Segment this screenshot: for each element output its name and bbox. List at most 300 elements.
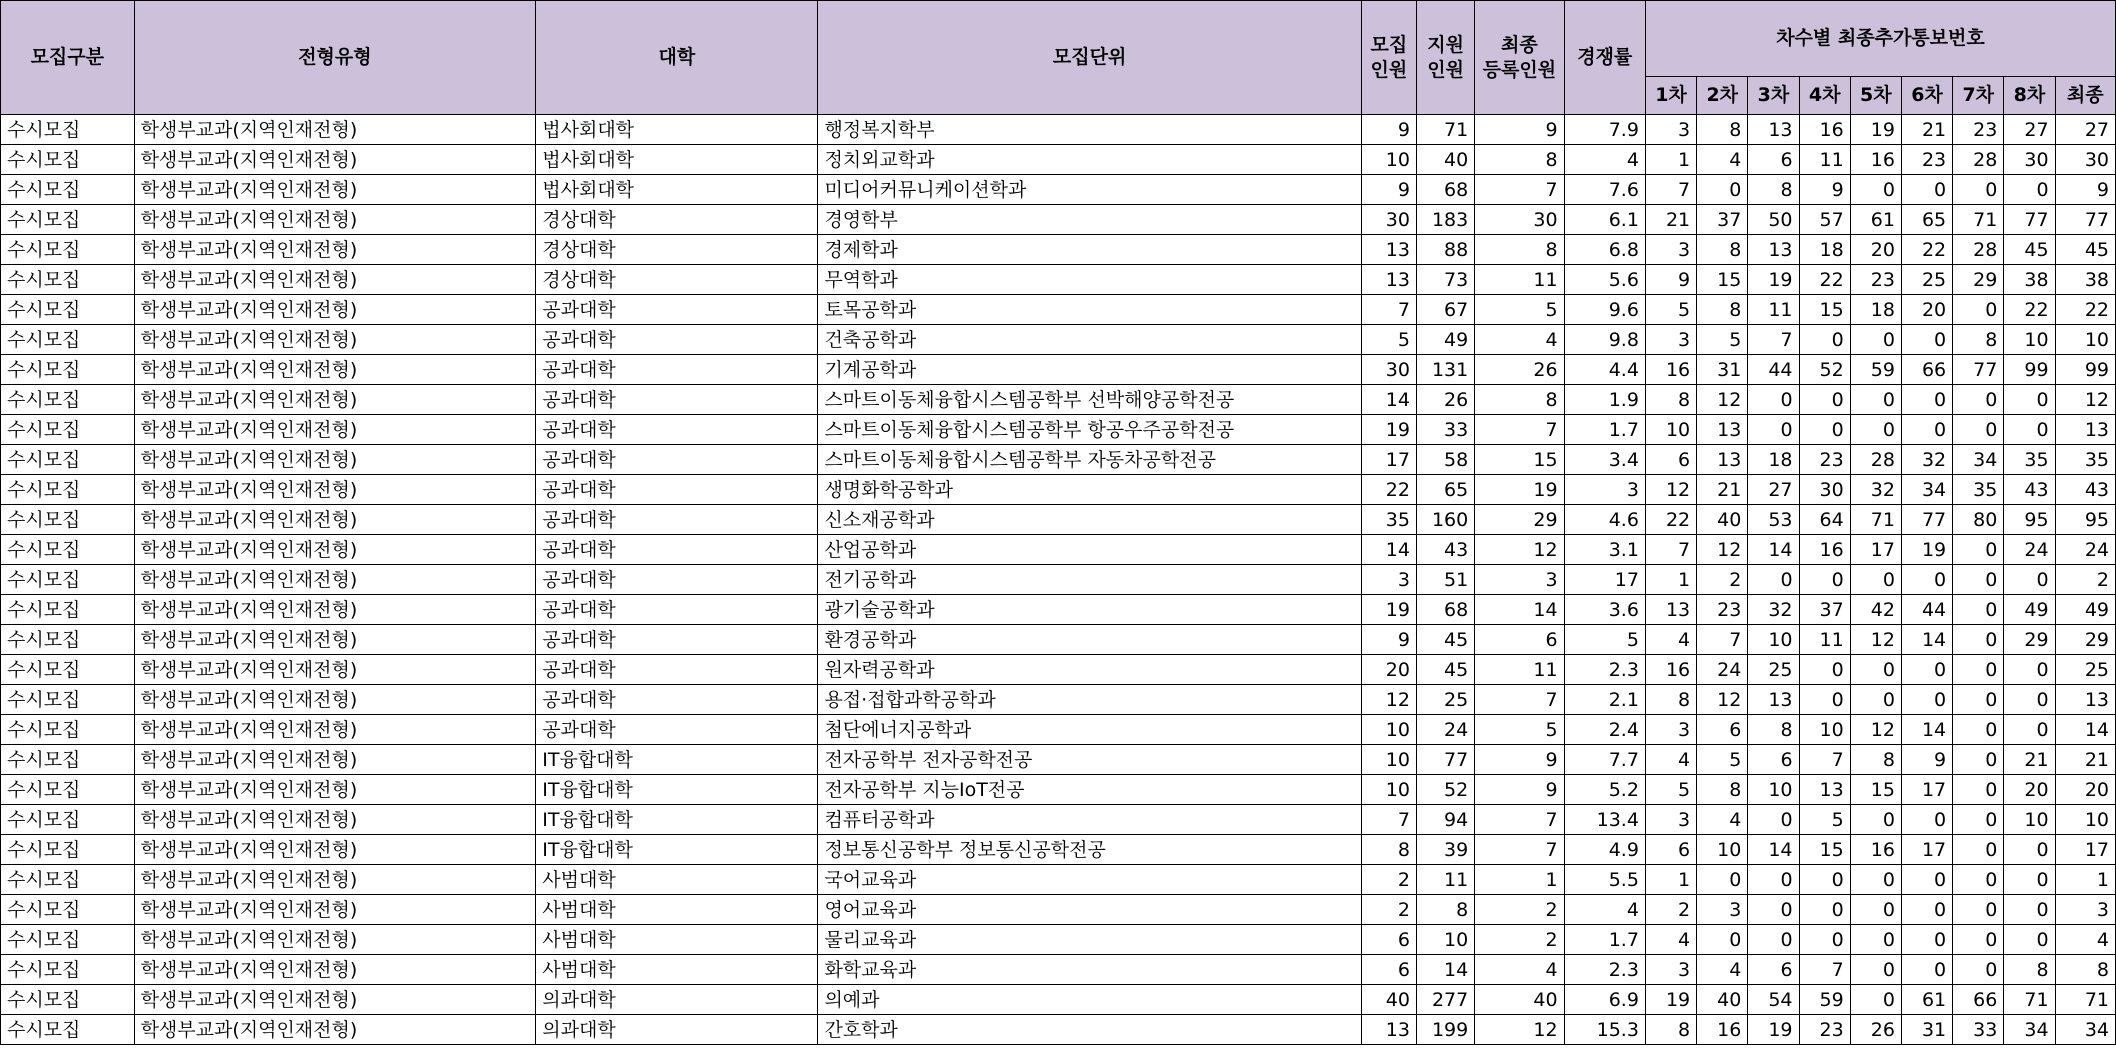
cell-registered[interactable]: 11 [1475,265,1564,295]
cell-round-5[interactable]: 16 [1850,835,1901,865]
cell-category[interactable]: 수시모집 [1,145,135,175]
cell-admission-type[interactable]: 학생부교과(지역인재전형) [134,175,536,205]
cell-round-8[interactable]: 20 [2004,775,2055,805]
cell-category[interactable]: 수시모집 [1,985,135,1015]
cell-round-7[interactable]: 0 [1953,775,2004,805]
cell-round-3[interactable]: 0 [1748,925,1799,955]
cell-college[interactable]: 경상대학 [536,205,818,235]
cell-college[interactable]: 사범대학 [536,895,818,925]
cell-quota[interactable]: 35 [1361,505,1416,535]
cell-competition[interactable]: 4.6 [1564,505,1645,535]
header-registered[interactable] [1475,1,1564,115]
cell-unit[interactable]: 무역학과 [818,265,1361,295]
cell-admission-type[interactable]: 학생부교과(지역인재전형) [134,925,536,955]
cell-round-4[interactable]: 37 [1799,595,1850,625]
cell-category[interactable]: 수시모집 [1,565,135,595]
cell-round-final[interactable]: 3 [2055,895,2115,925]
cell-round-2[interactable]: 8 [1697,295,1748,325]
cell-round-4[interactable]: 57 [1799,205,1850,235]
cell-round-3[interactable]: 10 [1748,625,1799,655]
header-round-4[interactable]: 4차 [1799,77,1850,115]
cell-college[interactable]: 공과대학 [536,595,818,625]
cell-unit[interactable]: 광기술공학과 [818,595,1361,625]
cell-applicants[interactable]: 43 [1416,535,1474,565]
cell-registered[interactable]: 40 [1475,985,1564,1015]
cell-applicants[interactable]: 88 [1416,235,1474,265]
cell-unit[interactable]: 국어교육과 [818,865,1361,895]
cell-round-2[interactable]: 3 [1697,895,1748,925]
cell-unit[interactable]: 건축공학과 [818,325,1361,355]
cell-quota[interactable]: 7 [1361,805,1416,835]
cell-round-7[interactable]: 0 [1953,175,2004,205]
cell-round-3[interactable]: 0 [1748,895,1799,925]
cell-round-8[interactable]: 0 [2004,415,2055,445]
cell-unit[interactable]: 토목공학과 [818,295,1361,325]
cell-category[interactable]: 수시모집 [1,655,135,685]
cell-registered[interactable]: 12 [1475,1015,1564,1045]
cell-registered[interactable]: 12 [1475,535,1564,565]
cell-admission-type[interactable]: 학생부교과(지역인재전형) [134,265,536,295]
cell-round-final[interactable]: 45 [2055,235,2115,265]
cell-round-1[interactable]: 4 [1645,925,1696,955]
cell-round-7[interactable]: 66 [1953,985,2004,1015]
cell-applicants[interactable]: 49 [1416,325,1474,355]
cell-admission-type[interactable]: 학생부교과(지역인재전형) [134,565,536,595]
cell-unit[interactable]: 첨단에너지공학과 [818,715,1361,745]
cell-round-final[interactable]: 29 [2055,625,2115,655]
cell-round-8[interactable]: 0 [2004,865,2055,895]
cell-admission-type[interactable]: 학생부교과(지역인재전형) [134,205,536,235]
cell-admission-type[interactable]: 학생부교과(지역인재전형) [134,625,536,655]
cell-round-1[interactable]: 3 [1645,805,1696,835]
cell-registered[interactable]: 11 [1475,655,1564,685]
cell-competition[interactable]: 13.4 [1564,805,1645,835]
cell-college[interactable]: 경상대학 [536,265,818,295]
cell-round-2[interactable]: 5 [1697,745,1748,775]
cell-category[interactable]: 수시모집 [1,685,135,715]
cell-round-2[interactable]: 40 [1697,505,1748,535]
cell-registered[interactable]: 14 [1475,595,1564,625]
cell-applicants[interactable]: 24 [1416,715,1474,745]
cell-round-1[interactable]: 8 [1645,1015,1696,1045]
cell-round-7[interactable]: 0 [1953,385,2004,415]
cell-competition[interactable]: 9.6 [1564,295,1645,325]
cell-registered[interactable]: 2 [1475,895,1564,925]
cell-round-1[interactable]: 19 [1645,985,1696,1015]
cell-round-3[interactable]: 10 [1748,775,1799,805]
cell-round-final[interactable]: 30 [2055,145,2115,175]
cell-admission-type[interactable]: 학생부교과(지역인재전형) [134,655,536,685]
cell-admission-type[interactable]: 학생부교과(지역인재전형) [134,295,536,325]
cell-round-6[interactable]: 0 [1901,385,1952,415]
cell-round-final[interactable]: 95 [2055,505,2115,535]
cell-round-6[interactable]: 0 [1901,565,1952,595]
cell-quota[interactable]: 9 [1361,175,1416,205]
cell-category[interactable]: 수시모집 [1,385,135,415]
cell-round-5[interactable]: 23 [1850,265,1901,295]
cell-category[interactable]: 수시모집 [1,895,135,925]
cell-category[interactable]: 수시모집 [1,865,135,895]
cell-round-5[interactable]: 28 [1850,445,1901,475]
cell-unit[interactable]: 기계공학과 [818,355,1361,385]
cell-competition[interactable]: 2.3 [1564,955,1645,985]
cell-admission-type[interactable]: 학생부교과(지역인재전형) [134,715,536,745]
cell-round-8[interactable]: 38 [2004,265,2055,295]
cell-round-6[interactable]: 0 [1901,865,1952,895]
cell-round-7[interactable]: 0 [1953,745,2004,775]
cell-round-2[interactable]: 4 [1697,955,1748,985]
header-round-6[interactable]: 6차 [1901,77,1952,115]
cell-registered[interactable]: 26 [1475,355,1564,385]
cell-round-2[interactable]: 12 [1697,535,1748,565]
cell-round-8[interactable]: 0 [2004,175,2055,205]
cell-round-5[interactable]: 26 [1850,1015,1901,1045]
cell-round-7[interactable]: 77 [1953,355,2004,385]
cell-round-4[interactable]: 52 [1799,355,1850,385]
cell-registered[interactable]: 6 [1475,625,1564,655]
cell-quota[interactable]: 19 [1361,595,1416,625]
cell-category[interactable]: 수시모집 [1,355,135,385]
cell-round-final[interactable]: 10 [2055,805,2115,835]
cell-college[interactable]: 공과대학 [536,475,818,505]
header-round-1[interactable]: 1차 [1645,77,1696,115]
cell-round-final[interactable]: 27 [2055,115,2115,145]
cell-round-8[interactable]: 71 [2004,985,2055,1015]
cell-round-8[interactable]: 49 [2004,595,2055,625]
cell-admission-type[interactable]: 학생부교과(지역인재전형) [134,895,536,925]
header-college[interactable]: 대학 [536,1,818,115]
cell-round-6[interactable]: 17 [1901,775,1952,805]
cell-round-final[interactable]: 1 [2055,865,2115,895]
cell-registered[interactable]: 30 [1475,205,1564,235]
cell-round-8[interactable]: 77 [2004,205,2055,235]
cell-category[interactable]: 수시모집 [1,175,135,205]
cell-round-1[interactable]: 5 [1645,775,1696,805]
cell-competition[interactable]: 15.3 [1564,1015,1645,1045]
cell-round-6[interactable]: 65 [1901,205,1952,235]
cell-round-final[interactable]: 9 [2055,175,2115,205]
cell-applicants[interactable]: 277 [1416,985,1474,1015]
cell-round-7[interactable]: 34 [1953,445,2004,475]
cell-college[interactable]: 공과대학 [536,715,818,745]
cell-category[interactable]: 수시모집 [1,835,135,865]
cell-unit[interactable]: 경영학부 [818,205,1361,235]
cell-round-2[interactable]: 8 [1697,775,1748,805]
cell-round-final[interactable]: 24 [2055,535,2115,565]
cell-round-final[interactable]: 8 [2055,955,2115,985]
cell-round-8[interactable]: 8 [2004,955,2055,985]
cell-round-8[interactable]: 43 [2004,475,2055,505]
header-competition[interactable]: 경쟁률 [1564,1,1645,115]
header-round-5[interactable]: 5차 [1850,77,1901,115]
cell-applicants[interactable]: 68 [1416,175,1474,205]
cell-round-5[interactable]: 0 [1850,325,1901,355]
cell-round-7[interactable]: 0 [1953,715,2004,745]
cell-round-6[interactable]: 0 [1901,895,1952,925]
cell-admission-type[interactable]: 학생부교과(지역인재전형) [134,325,536,355]
cell-admission-type[interactable]: 학생부교과(지역인재전형) [134,835,536,865]
cell-category[interactable]: 수시모집 [1,265,135,295]
cell-round-8[interactable]: 0 [2004,385,2055,415]
cell-round-1[interactable]: 21 [1645,205,1696,235]
header-round-8[interactable]: 8차 [2004,77,2055,115]
cell-admission-type[interactable]: 학생부교과(지역인재전형) [134,775,536,805]
cell-admission-type[interactable]: 학생부교과(지역인재전형) [134,505,536,535]
cell-unit[interactable]: 전자공학부 전자공학전공 [818,745,1361,775]
cell-round-4[interactable]: 11 [1799,625,1850,655]
cell-round-4[interactable]: 9 [1799,175,1850,205]
cell-round-3[interactable]: 0 [1748,805,1799,835]
cell-round-6[interactable]: 25 [1901,265,1952,295]
cell-round-7[interactable]: 0 [1953,295,2004,325]
cell-competition[interactable]: 3.1 [1564,535,1645,565]
cell-round-6[interactable]: 9 [1901,745,1952,775]
cell-round-3[interactable]: 0 [1748,865,1799,895]
cell-round-2[interactable]: 0 [1697,865,1748,895]
header-round-2[interactable]: 2차 [1697,77,1748,115]
cell-competition[interactable]: 3.6 [1564,595,1645,625]
cell-round-1[interactable]: 6 [1645,835,1696,865]
cell-competition[interactable]: 6.9 [1564,985,1645,1015]
cell-round-6[interactable]: 66 [1901,355,1952,385]
cell-college[interactable]: 공과대학 [536,415,818,445]
cell-round-1[interactable]: 7 [1645,535,1696,565]
cell-applicants[interactable]: 26 [1416,385,1474,415]
cell-applicants[interactable]: 33 [1416,415,1474,445]
cell-college[interactable]: 공과대학 [536,655,818,685]
header-round-9[interactable]: 최종 [2055,77,2115,115]
cell-round-3[interactable]: 0 [1748,565,1799,595]
cell-admission-type[interactable]: 학생부교과(지역인재전형) [134,475,536,505]
cell-quota[interactable]: 10 [1361,715,1416,745]
cell-round-5[interactable]: 18 [1850,295,1901,325]
cell-college[interactable]: 법사회대학 [536,175,818,205]
cell-unit[interactable]: 원자력공학과 [818,655,1361,685]
header-unit[interactable]: 모집단위 [818,1,1361,115]
header-applicants[interactable] [1416,1,1474,115]
cell-college[interactable]: 의과대학 [536,1015,818,1045]
cell-college[interactable]: 공과대학 [536,295,818,325]
cell-round-8[interactable]: 21 [2004,745,2055,775]
cell-category[interactable]: 수시모집 [1,535,135,565]
cell-round-8[interactable]: 30 [2004,145,2055,175]
cell-competition[interactable]: 5 [1564,625,1645,655]
cell-round-5[interactable]: 17 [1850,535,1901,565]
cell-category[interactable]: 수시모집 [1,1015,135,1045]
cell-round-6[interactable]: 0 [1901,415,1952,445]
cell-round-6[interactable]: 44 [1901,595,1952,625]
header-quota[interactable] [1361,1,1416,115]
cell-round-2[interactable]: 10 [1697,835,1748,865]
cell-competition[interactable]: 1.7 [1564,415,1645,445]
cell-competition[interactable]: 1.7 [1564,925,1645,955]
cell-round-8[interactable]: 0 [2004,895,2055,925]
cell-round-5[interactable]: 0 [1850,805,1901,835]
cell-round-4[interactable]: 0 [1799,685,1850,715]
cell-round-1[interactable]: 3 [1645,325,1696,355]
cell-round-2[interactable]: 0 [1697,925,1748,955]
cell-quota[interactable]: 13 [1361,265,1416,295]
cell-round-1[interactable]: 3 [1645,235,1696,265]
cell-round-final[interactable]: 99 [2055,355,2115,385]
cell-competition[interactable]: 4.4 [1564,355,1645,385]
cell-registered[interactable]: 4 [1475,325,1564,355]
cell-round-5[interactable]: 0 [1850,865,1901,895]
cell-unit[interactable]: 용접·접합과학공학과 [818,685,1361,715]
cell-round-2[interactable]: 6 [1697,715,1748,745]
cell-round-5[interactable]: 0 [1850,985,1901,1015]
cell-applicants[interactable]: 73 [1416,265,1474,295]
cell-round-7[interactable]: 0 [1953,595,2004,625]
cell-round-8[interactable]: 0 [2004,835,2055,865]
cell-competition[interactable]: 5.6 [1564,265,1645,295]
cell-round-5[interactable]: 0 [1850,175,1901,205]
cell-unit[interactable]: 정보통신공학부 정보통신공학전공 [818,835,1361,865]
cell-quota[interactable]: 30 [1361,205,1416,235]
cell-registered[interactable]: 1 [1475,865,1564,895]
cell-admission-type[interactable]: 학생부교과(지역인재전형) [134,445,536,475]
cell-college[interactable]: 의과대학 [536,985,818,1015]
cell-round-final[interactable]: 21 [2055,745,2115,775]
cell-round-7[interactable]: 0 [1953,835,2004,865]
cell-applicants[interactable]: 51 [1416,565,1474,595]
cell-quota[interactable]: 5 [1361,325,1416,355]
cell-round-4[interactable]: 7 [1799,955,1850,985]
cell-admission-type[interactable]: 학생부교과(지역인재전형) [134,385,536,415]
cell-round-1[interactable]: 22 [1645,505,1696,535]
cell-registered[interactable]: 7 [1475,175,1564,205]
cell-round-4[interactable]: 13 [1799,775,1850,805]
cell-round-6[interactable]: 0 [1901,925,1952,955]
cell-college[interactable]: 공과대학 [536,535,818,565]
cell-registered[interactable]: 9 [1475,115,1564,145]
cell-round-4[interactable]: 59 [1799,985,1850,1015]
cell-round-7[interactable]: 0 [1953,415,2004,445]
cell-round-5[interactable]: 0 [1850,565,1901,595]
cell-round-4[interactable]: 15 [1799,295,1850,325]
cell-round-3[interactable]: 54 [1748,985,1799,1015]
cell-round-4[interactable]: 0 [1799,565,1850,595]
cell-round-5[interactable]: 0 [1850,955,1901,985]
cell-round-3[interactable]: 44 [1748,355,1799,385]
cell-round-5[interactable]: 59 [1850,355,1901,385]
cell-round-3[interactable]: 13 [1748,685,1799,715]
cell-round-5[interactable]: 0 [1850,655,1901,685]
cell-applicants[interactable]: 8 [1416,895,1474,925]
cell-round-5[interactable]: 19 [1850,115,1901,145]
cell-round-2[interactable]: 15 [1697,265,1748,295]
cell-college[interactable]: 공과대학 [536,685,818,715]
cell-round-4[interactable]: 0 [1799,655,1850,685]
cell-applicants[interactable]: 45 [1416,655,1474,685]
cell-registered[interactable]: 19 [1475,475,1564,505]
cell-round-3[interactable]: 53 [1748,505,1799,535]
cell-unit[interactable]: 간호학과 [818,1015,1361,1045]
cell-competition[interactable]: 7.9 [1564,115,1645,145]
header-category[interactable]: 모집구분 [1,1,135,115]
cell-competition[interactable]: 4.9 [1564,835,1645,865]
cell-round-2[interactable]: 8 [1697,115,1748,145]
cell-competition[interactable]: 6.1 [1564,205,1645,235]
cell-round-5[interactable]: 12 [1850,625,1901,655]
cell-admission-type[interactable]: 학생부교과(지역인재전형) [134,415,536,445]
cell-applicants[interactable]: 58 [1416,445,1474,475]
cell-round-7[interactable]: 0 [1953,805,2004,835]
cell-registered[interactable]: 8 [1475,145,1564,175]
cell-unit[interactable]: 컴퓨터공학과 [818,805,1361,835]
cell-round-5[interactable]: 0 [1850,925,1901,955]
cell-unit[interactable]: 스마트이동체융합시스템공학부 항공우주공학전공 [818,415,1361,445]
cell-round-7[interactable]: 23 [1953,115,2004,145]
cell-registered[interactable]: 5 [1475,715,1564,745]
cell-round-7[interactable]: 0 [1953,625,2004,655]
cell-registered[interactable]: 7 [1475,835,1564,865]
cell-registered[interactable]: 4 [1475,955,1564,985]
cell-admission-type[interactable]: 학생부교과(지역인재전형) [134,985,536,1015]
cell-round-6[interactable]: 0 [1901,655,1952,685]
cell-round-7[interactable]: 0 [1953,565,2004,595]
cell-round-7[interactable]: 80 [1953,505,2004,535]
cell-category[interactable]: 수시모집 [1,745,135,775]
cell-round-4[interactable]: 0 [1799,325,1850,355]
cell-round-2[interactable]: 2 [1697,565,1748,595]
cell-quota[interactable]: 2 [1361,865,1416,895]
cell-round-7[interactable]: 0 [1953,925,2004,955]
cell-round-1[interactable]: 1 [1645,565,1696,595]
cell-quota[interactable]: 2 [1361,895,1416,925]
cell-admission-type[interactable]: 학생부교과(지역인재전형) [134,805,536,835]
cell-applicants[interactable]: 160 [1416,505,1474,535]
cell-college[interactable]: IT융합대학 [536,745,818,775]
cell-competition[interactable]: 3 [1564,475,1645,505]
cell-round-7[interactable]: 33 [1953,1015,2004,1045]
cell-round-1[interactable]: 10 [1645,415,1696,445]
cell-applicants[interactable]: 10 [1416,925,1474,955]
cell-round-2[interactable]: 23 [1697,595,1748,625]
cell-round-final[interactable]: 77 [2055,205,2115,235]
cell-round-4[interactable]: 15 [1799,835,1850,865]
cell-admission-type[interactable]: 학생부교과(지역인재전형) [134,115,536,145]
cell-quota[interactable]: 10 [1361,145,1416,175]
cell-category[interactable]: 수시모집 [1,955,135,985]
cell-round-3[interactable]: 11 [1748,295,1799,325]
cell-round-5[interactable]: 20 [1850,235,1901,265]
cell-round-2[interactable]: 12 [1697,385,1748,415]
cell-round-3[interactable]: 6 [1748,145,1799,175]
cell-round-3[interactable]: 27 [1748,475,1799,505]
cell-round-3[interactable]: 0 [1748,415,1799,445]
cell-registered[interactable]: 2 [1475,925,1564,955]
cell-round-4[interactable]: 0 [1799,895,1850,925]
cell-round-3[interactable]: 0 [1748,385,1799,415]
cell-category[interactable]: 수시모집 [1,715,135,745]
cell-applicants[interactable]: 25 [1416,685,1474,715]
cell-quota[interactable]: 7 [1361,295,1416,325]
cell-round-4[interactable]: 0 [1799,385,1850,415]
cell-round-final[interactable]: 49 [2055,595,2115,625]
cell-college[interactable]: 공과대학 [536,325,818,355]
cell-applicants[interactable]: 77 [1416,745,1474,775]
cell-round-3[interactable]: 32 [1748,595,1799,625]
cell-unit[interactable]: 산업공학과 [818,535,1361,565]
cell-round-6[interactable]: 0 [1901,955,1952,985]
cell-quota[interactable]: 3 [1361,565,1416,595]
cell-round-final[interactable]: 4 [2055,925,2115,955]
cell-college[interactable]: IT융합대학 [536,805,818,835]
cell-competition[interactable]: 7.7 [1564,745,1645,775]
cell-round-1[interactable]: 3 [1645,115,1696,145]
cell-round-6[interactable]: 14 [1901,625,1952,655]
